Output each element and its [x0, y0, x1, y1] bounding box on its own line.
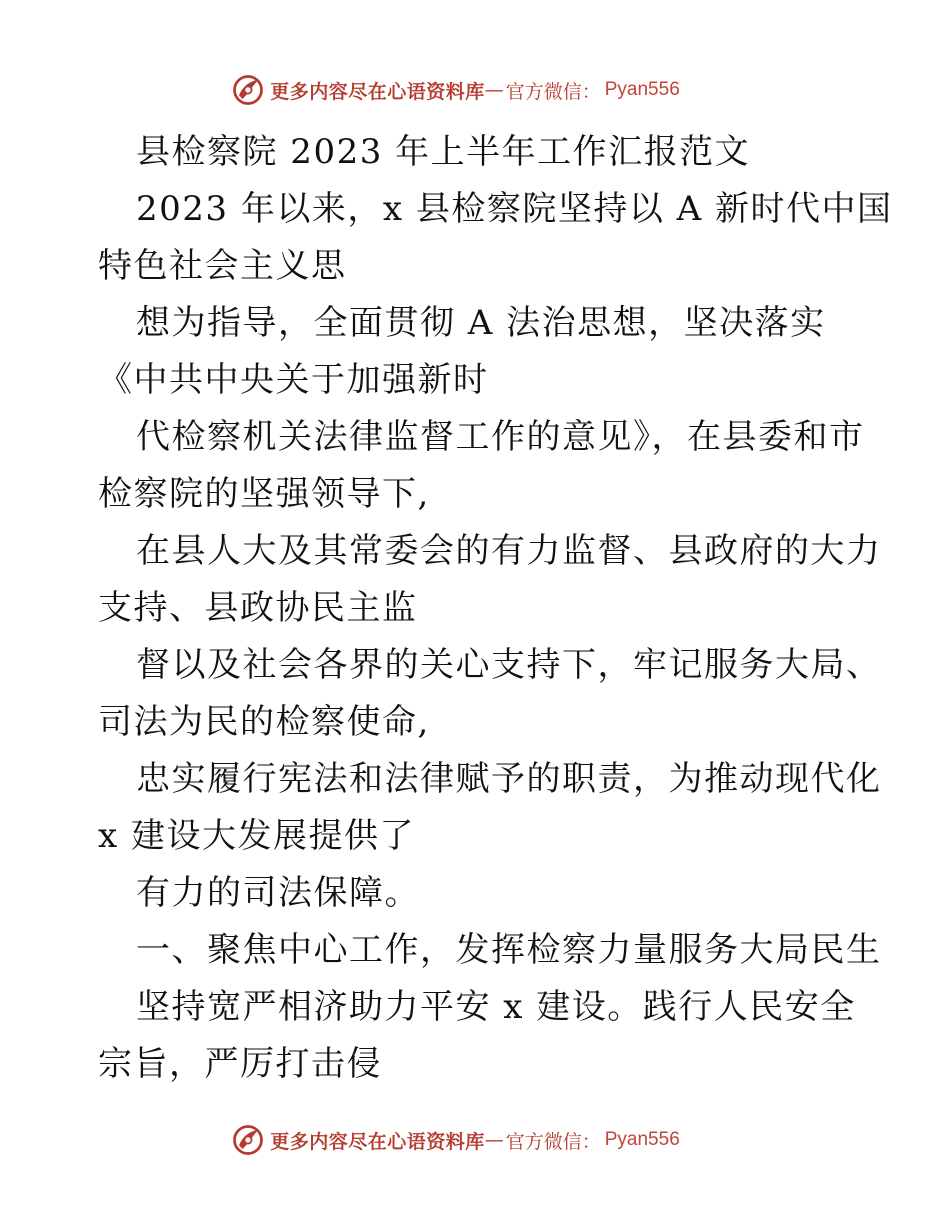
banner-wechat-label: 官方微信：	[505, 80, 601, 103]
ribbon-logo-icon	[230, 1122, 266, 1158]
text-line: 支持、县政协民主监	[98, 588, 418, 628]
document-title: 县检察院 2023 年上半年工作汇报范文	[136, 132, 751, 172]
text-line: 忠实履行宪法和法律赋予的职责，为推动现代化	[136, 759, 882, 799]
ribbon-logo-icon	[230, 72, 266, 108]
text-line: 司法为民的检察使命,	[98, 702, 430, 742]
footer-watermark-banner	[0, 1120, 950, 1160]
text-line: 想为指导，全面贯彻 A 法治思想，坚决落实	[136, 303, 826, 343]
banner-separator: —	[484, 79, 504, 101]
text-line: x 建设大发展提供了	[98, 816, 415, 856]
banner-wechat-id: Pyan556	[604, 79, 680, 100]
header-watermark-banner	[0, 70, 950, 110]
text-line: 坚持宽严相济助力平安 x 建设。践行人民安全	[136, 987, 856, 1027]
banner-wechat-label: 官方微信：	[505, 1130, 601, 1153]
text-line: 督以及社会各界的关心支持下，牢记服务大局、	[136, 645, 882, 685]
banner-text: 更多内容尽在心语资料库	[270, 80, 485, 103]
text-line: 代检察机关法律监督工作的意见》，在县委和市	[136, 417, 865, 457]
text-line: 2023 年以来，x 县检察院坚持以 A 新时代中国	[136, 189, 893, 229]
text-line: 在县人大及其常委会的有力监督、县政府的大力	[136, 531, 882, 571]
text-line: 检察院的坚强领导下,	[98, 474, 430, 514]
text-line: 特色社会主义思	[98, 246, 347, 286]
banner-text: 更多内容尽在心语资料库	[270, 1130, 485, 1153]
text-line: 有力的司法保障。	[136, 873, 420, 913]
text-line: 宗旨，严厉打击侵	[98, 1044, 382, 1084]
document-body	[98, 124, 893, 1093]
text-line: 《中共中央关于加强新时	[98, 360, 489, 400]
text-line: 一、聚焦中心工作，发挥检察力量服务大局民生	[136, 930, 882, 970]
banner-separator: —	[484, 1129, 504, 1151]
banner-wechat-id: Pyan556	[604, 1129, 680, 1150]
